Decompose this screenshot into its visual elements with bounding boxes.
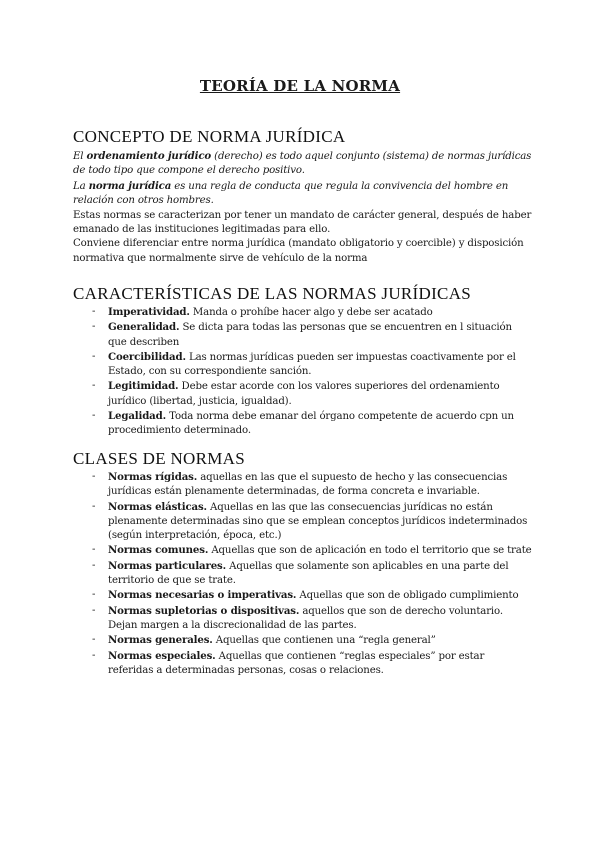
ordenamiento-juridico-term: ordenamiento jurídico [86, 150, 212, 162]
list-item-text: Manda o prohíbe hacer algo y debe ser acatado [189, 307, 433, 318]
concepto-paragraph-4: Conviene diferenciar entre norma jurídica (mandato obligatorio y coercible) y disposición normativa que normalmente sirve de vehículo de la norma [73, 238, 524, 264]
concepto-paragraph-2: La norma jurídica es una regla de conducta que regula la convivencia del hombre en relación con otros hombres. [73, 179, 509, 207]
list-item-text: Debe estar acorde con los valores superiores del ordenamiento jurídico (libertad, justicia, igualdad). [108, 381, 500, 407]
list-item [92, 409, 532, 439]
list-item-term: Normas necesarias o imperativas. [108, 589, 297, 602]
list-item-text: Aquellas que contienen una “regla general” [212, 635, 436, 647]
list-item-text: Se dicta para todas las personas que se encuentren en l situación que describen [108, 322, 512, 348]
list-item-term: Imperatividad. [108, 306, 190, 318]
list-item-term: Normas particulares. [108, 559, 227, 572]
list-item-text: aquellos que son de derecho voluntario. Dejan margen a la discrecionalidad de las partes. [108, 605, 503, 631]
list-item [92, 543, 532, 558]
list-item [92, 350, 532, 380]
caracteristicas-list [92, 305, 532, 439]
concepto-paragraph-3: Estas normas se caracterizan por tener un mandato de carácter general, después de haber emanado de las instituciones legitimadas para ello. [73, 209, 532, 236]
list-item-term: Normas generales. [108, 634, 213, 647]
list-item-text: Aquellas que contienen “reglas especiales” por estar referidas a determinadas personas, cosas o relaciones. [108, 650, 485, 676]
list-item [92, 379, 532, 409]
concepto-section [73, 149, 535, 266]
list-item [92, 588, 532, 603]
list-item [92, 320, 532, 350]
norma-juridica-term: norma jurídica [88, 179, 172, 192]
list-item-text: Toda norma debe emanar del órgano competente de acuerdo cpn un procedimiento determinado. [108, 411, 514, 437]
list-item-text: Aquellas que son de obligado cumplimiento [296, 590, 519, 602]
list-item-term: Normas elásticas. [108, 500, 207, 513]
list-item-term: Normas especiales. [108, 649, 216, 662]
list-item-text: Aquellas en las que las consecuencias jurídicas no están plenamente determinadas sino que se emplean conceptos jurídicos indeterminados (según interpretación, época, etc.) [108, 501, 528, 542]
list-item-text: aquellas en las que el supuesto de hecho y las consecuencias jurídicas están plenamente determinadas, de forma concreta e invariable. [108, 472, 508, 498]
list-item [92, 649, 532, 679]
concepto-heading: CONCEPTO DE NORMA JURÍDICA [73, 127, 346, 146]
list-item [92, 470, 532, 500]
list-item-term: Normas rígidas. [108, 471, 198, 483]
list-item [92, 604, 532, 634]
list-item [92, 305, 532, 320]
list-item-text: Aquellas que son de aplicación en todo el territorio que se trate [208, 545, 532, 557]
caracteristicas-heading: CARACTERÍSTICAS DE LAS NORMAS JURÍDICAS [73, 284, 472, 303]
list-item-text: Las normas jurídicas pueden ser impuestas coactivamente por el Estado, con su correspondiente sanción. [108, 351, 516, 378]
clases-heading: CLASES DE NORMAS [73, 449, 245, 468]
clases-list [92, 470, 532, 678]
list-item-text: Aquellas que solamente son aplicables en una parte del territorio de que se trate. [108, 560, 509, 587]
list-item [92, 559, 532, 589]
list-item [92, 633, 532, 648]
list-item-term: Coercibilidad. [108, 350, 186, 363]
list-item-term: Normas comunes. [108, 544, 209, 557]
document-title: TEORÍA DE LA NORMA [199, 77, 401, 95]
concepto-paragraph-1: El ordenamiento jurídico (derecho) es todo aquel conjunto (sistema) de normas jurídicas de todo tipo que compone el derecho positivo. [73, 150, 532, 177]
list-item-term: Generalidad. [108, 321, 180, 334]
list-item [92, 500, 532, 544]
list-item-term: Legalidad. [108, 410, 167, 423]
list-item-term: Legitimidad. [108, 380, 179, 393]
list-item-term: Normas supletorias o dispositivas. [108, 604, 300, 617]
